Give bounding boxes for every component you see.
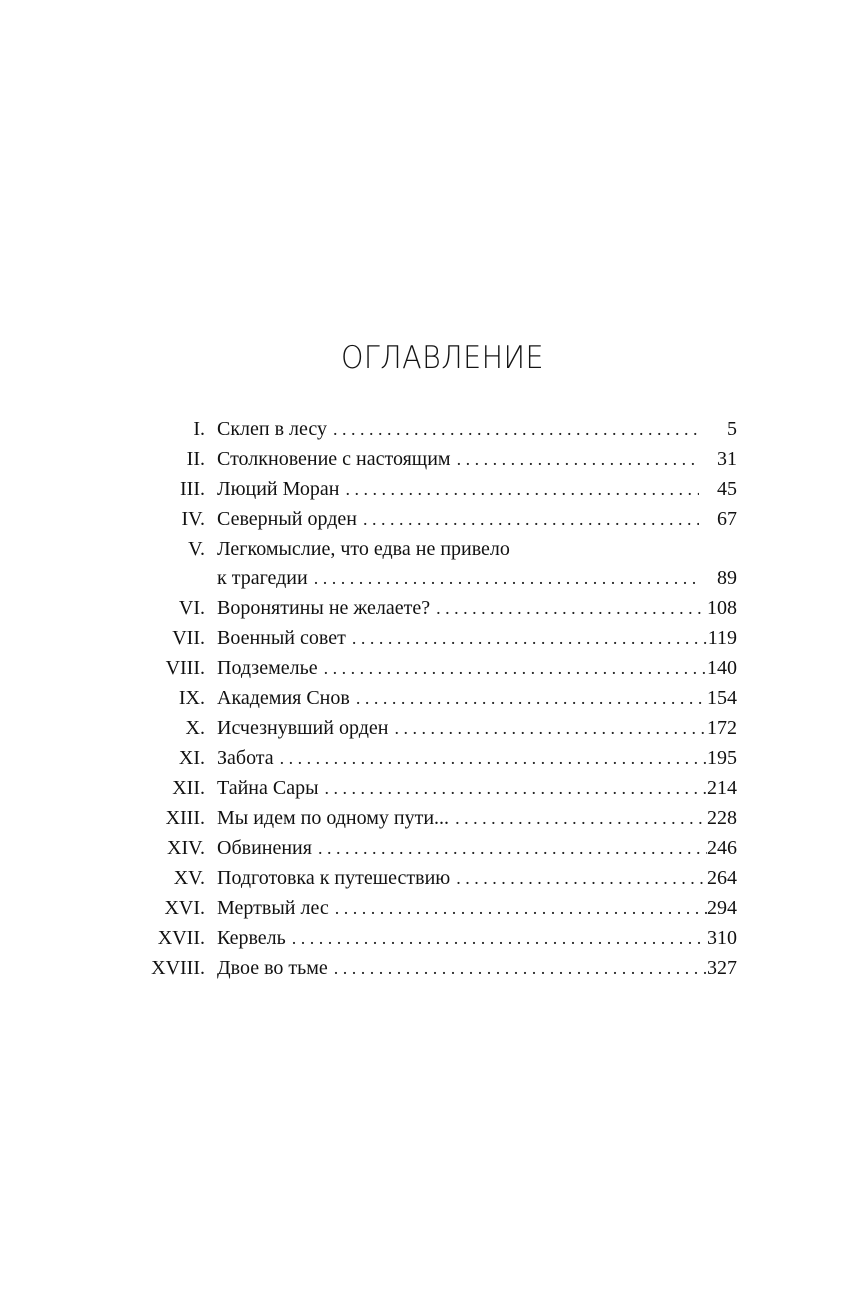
page-number: 195	[707, 747, 737, 769]
chapter-title: Академия Снов	[217, 687, 350, 709]
page-number: 172	[707, 717, 737, 739]
chapter-title: Подземелье	[217, 657, 318, 679]
dot-leader	[325, 773, 707, 803]
page-number: 327	[707, 957, 737, 979]
dot-leader	[455, 803, 707, 833]
chapter-number: V.	[188, 538, 205, 560]
page-number: 140	[707, 657, 737, 679]
chapter-title-line-1: Легкомыслие, что едва не привело	[217, 538, 510, 560]
toc-entry	[0, 803, 845, 833]
toc-entry	[0, 833, 845, 863]
toc-entry	[0, 773, 845, 803]
dot-leader	[394, 713, 707, 743]
toc-entry	[0, 743, 845, 773]
page-number: 310	[707, 927, 737, 949]
toc-entry	[0, 923, 845, 953]
toc-entry	[0, 863, 845, 893]
chapter-title: Двое во тьме	[217, 957, 328, 979]
toc-entry	[0, 623, 845, 653]
toc-entry	[0, 474, 845, 504]
page-number: 108	[707, 597, 737, 619]
chapter-title: Воронятины не желаете?	[217, 597, 431, 619]
chapter-number: VIII.	[165, 657, 205, 679]
chapter-number: XVI.	[164, 897, 205, 919]
chapter-number: XVIII.	[151, 957, 205, 979]
chapter-number: XV.	[173, 867, 205, 889]
page-number: 228	[707, 807, 737, 829]
page-number: 246	[707, 837, 737, 859]
dot-leader	[363, 504, 699, 534]
chapter-title: Северный орден	[217, 508, 357, 530]
chapter-number: XIV.	[167, 837, 205, 859]
chapter-title: Кервель	[217, 927, 286, 949]
dot-leader	[280, 743, 707, 773]
chapter-title: Тайна Сары	[217, 777, 319, 799]
chapter-number: XI.	[178, 747, 205, 769]
dot-leader	[334, 953, 707, 983]
chapter-title: Столкновение с настоящим	[217, 448, 451, 470]
dot-leader	[314, 563, 699, 593]
chapter-number: VI.	[178, 597, 205, 619]
chapter-number: VII.	[172, 627, 205, 649]
toc-entry	[0, 893, 845, 923]
toc-entry	[0, 444, 845, 474]
toc-entry	[0, 534, 845, 593]
page-number: 154	[707, 687, 737, 709]
chapter-title-line-2: к трагедии	[217, 567, 308, 589]
chapter-number: IX.	[178, 687, 205, 709]
chapter-number: XVII.	[157, 927, 205, 949]
toc-entry	[0, 653, 845, 683]
page-title: ОГЛАВЛЕНИЕ	[340, 340, 545, 376]
toc-entry	[0, 683, 845, 713]
page-number: 45	[717, 478, 737, 500]
dot-leader	[456, 863, 707, 893]
chapter-title: Склеп в лесу	[217, 418, 328, 440]
dot-leader	[335, 893, 707, 923]
page-number: 89	[717, 567, 737, 589]
chapter-number: IV.	[181, 508, 205, 530]
page-number: 119	[707, 627, 737, 649]
dot-leader	[333, 414, 701, 444]
dot-leader	[292, 923, 707, 953]
page-number: 294	[707, 897, 737, 919]
chapter-number: XII.	[172, 777, 205, 799]
page-number: 214	[707, 777, 737, 799]
dot-leader	[324, 653, 707, 683]
table-of-contents	[0, 414, 845, 983]
chapter-number: X.	[185, 717, 205, 739]
chapter-title: Подготовка к путешествию	[217, 867, 451, 889]
chapter-title: Исчезнувший орден	[217, 717, 389, 739]
chapter-title: Обвинения	[217, 837, 312, 859]
toc-entry	[0, 504, 845, 534]
toc-entry	[0, 593, 845, 623]
chapter-number: XIII.	[165, 807, 205, 829]
page-number: 5	[727, 418, 737, 440]
page-number: 264	[707, 867, 737, 889]
chapter-title: Военный совет	[217, 627, 346, 649]
toc-entry	[0, 713, 845, 743]
page-number: 67	[717, 508, 737, 530]
chapter-number: I.	[193, 418, 205, 440]
dot-leader	[436, 593, 707, 623]
chapter-number: II.	[186, 448, 205, 470]
chapter-title: Мы идем по одному пути...	[217, 807, 450, 829]
toc-entry	[0, 414, 845, 444]
page-number: 31	[717, 448, 737, 470]
chapter-title: Мертвый лес	[217, 897, 329, 919]
dot-leader	[457, 444, 699, 474]
toc-entry	[0, 953, 845, 983]
dot-leader	[352, 623, 708, 653]
dot-leader	[318, 833, 707, 863]
chapter-title: Люций Моран	[217, 478, 340, 500]
dot-leader	[345, 474, 699, 504]
chapter-number: III.	[180, 478, 205, 500]
dot-leader	[356, 683, 707, 713]
chapter-title: Забота	[217, 747, 274, 769]
